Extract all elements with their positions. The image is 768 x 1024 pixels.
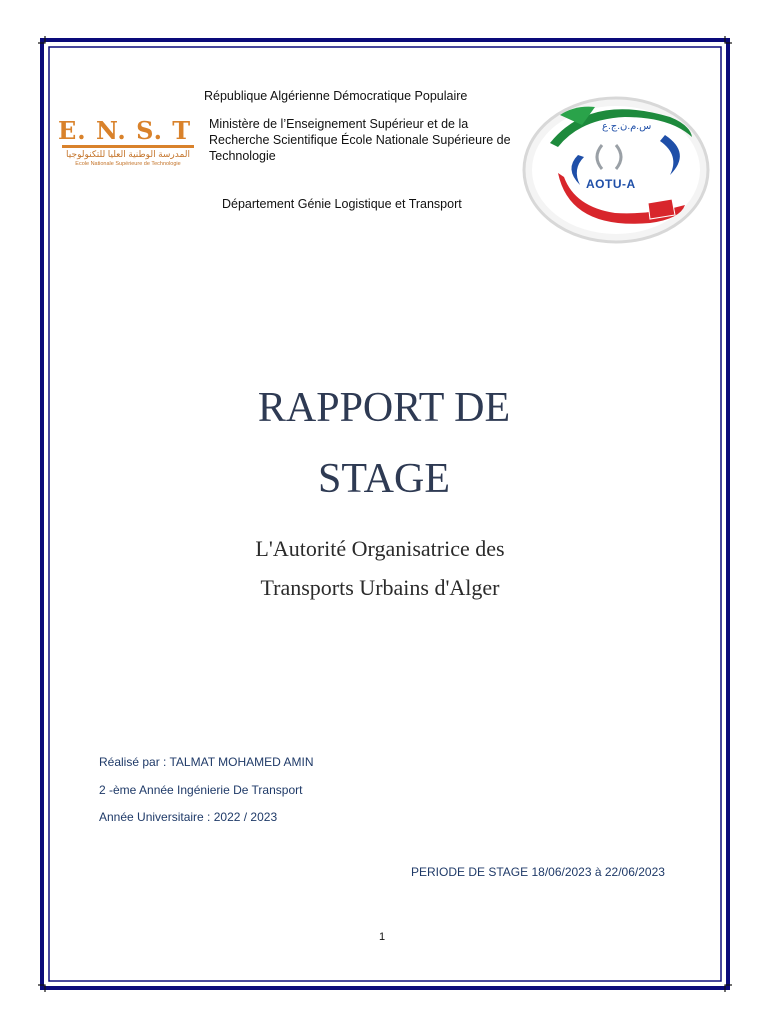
- page-number: 1: [379, 931, 386, 943]
- enst-logo-letters: E. N. S. T: [58, 116, 192, 145]
- aotua-logo: [520, 95, 713, 245]
- report-title-line-1: RAPPORT DE: [257, 385, 511, 431]
- academic-year-line: Année Universitaire : 2022 / 2023: [99, 810, 278, 824]
- internship-period: PERIODE DE STAGE 18/06/2023 à 22/06/2023: [411, 865, 665, 879]
- organization-name-line-1: L'Autorité Organisatrice des: [255, 536, 505, 561]
- department-heading: Département Génie Logistique et Transport: [222, 197, 462, 211]
- enst-logo-subtitle: Ecole Nationale Supérieure de Technologie: [75, 161, 181, 167]
- ministry-heading: Ministère de l’Enseignement Supérieur et de la Recherche Scientifique École Nationale Supérieure de Technologie: [209, 117, 511, 163]
- aotua-logo-arabic: س.م.ن.ج.ع: [602, 121, 652, 132]
- republic-heading: République Algérienne Démocratique Populaire: [204, 89, 468, 103]
- enst-logo: [58, 118, 198, 174]
- aotua-logo-name: AOTU-A: [586, 177, 636, 191]
- author-line: Réalisé par : TALMAT MOHAMED AMIN: [99, 755, 314, 769]
- study-level-line: 2 -ème Année Ingénierie De Transport: [99, 783, 303, 797]
- organization-name-line-2: Transports Urbains d'Alger: [260, 575, 500, 600]
- report-title-line-2: STAGE: [318, 456, 450, 502]
- enst-logo-rule: [62, 145, 194, 148]
- enst-logo-arabic: المدرسة الوطنية العليا للتكنولوجيا: [66, 149, 190, 159]
